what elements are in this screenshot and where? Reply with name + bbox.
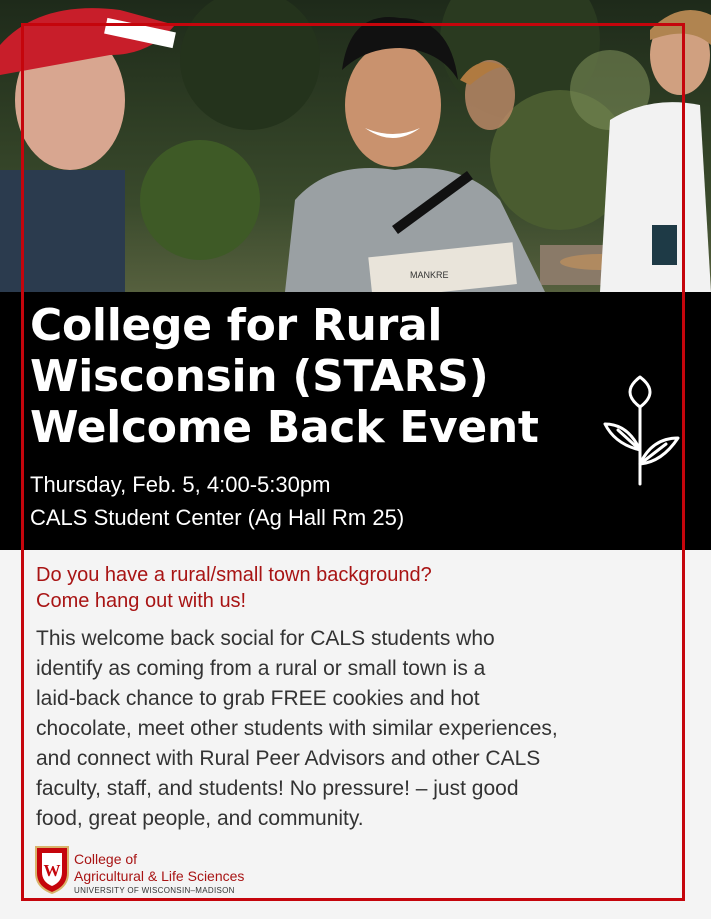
description-line: This welcome back social for CALS students who [36, 627, 495, 650]
leaf-icon [600, 372, 685, 487]
cals-logo-text [74, 851, 244, 896]
event-location: CALS Student Center (Ag Hall Rm 25) [30, 505, 405, 530]
title-line: Wisconsin (STARS) [30, 351, 489, 402]
logo-line2: Agricultural & Life Sciences [74, 868, 245, 884]
event-date-time: Thursday, Feb. 5, 4:00-5:30pm [30, 472, 331, 497]
photo-illustration [0, 0, 711, 292]
title-line: College for Rural [30, 300, 443, 351]
description-line: food, great people, and community. [36, 807, 364, 830]
bag-label: MANKRE [410, 270, 449, 280]
description-line: faculty, staff, and students! No pressure! – just good [36, 777, 519, 800]
event-description [36, 624, 686, 834]
tagline-line: Do you have a rural/small town background? [36, 564, 432, 586]
uw-crest-icon [34, 843, 70, 895]
crest-letter: W [43, 861, 61, 880]
description-line: and connect with Rural Peer Advisors and other CALS [36, 747, 541, 770]
description-line: identify as coming from a rural or small town is a [36, 657, 486, 680]
logo-line1: College of [74, 851, 138, 867]
description-line: chocolate, meet other students with similar experiences, [36, 717, 558, 740]
title-line: Welcome Back Event [30, 402, 539, 453]
description-line: laid-back chance to grab FREE cookies and hot [36, 687, 480, 710]
event-title [30, 300, 630, 453]
event-details [30, 468, 404, 534]
logo-line3: UNIVERSITY OF WISCONSIN–MADISON [74, 886, 235, 895]
event-photo [0, 0, 711, 292]
tagline [36, 562, 432, 614]
tagline-line: Come hang out with us! [36, 590, 247, 612]
